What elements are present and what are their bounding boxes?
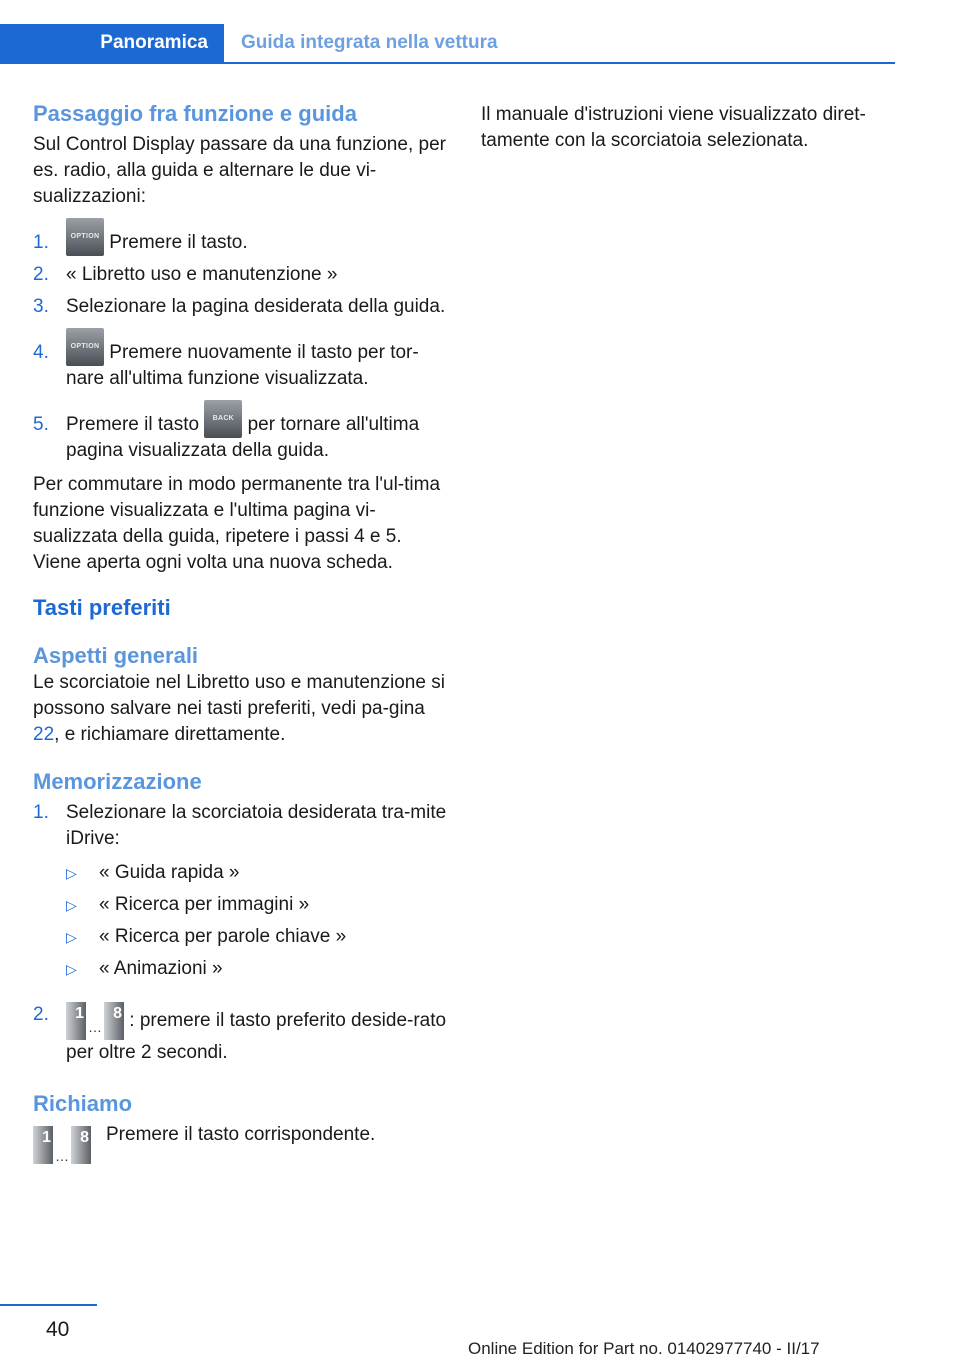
bullet-text: « Animazioni » bbox=[99, 958, 223, 980]
aspetti-text: Le scorciatoie nel Libretto uso e manutenzione si possono salvare nei tasti preferiti, vedi pa-gina bbox=[33, 672, 445, 720]
richiamo-row bbox=[33, 1122, 453, 1166]
step-4 bbox=[33, 340, 453, 392]
chapter-tab: Guida integrata nella vettura bbox=[241, 32, 498, 53]
footer-divider bbox=[0, 1304, 97, 1306]
favorite-key-8-icon: 8 bbox=[104, 1002, 124, 1040]
bullet-item bbox=[66, 924, 453, 950]
step-text: : premere il tasto preferito deside-rato per oltre 2 secondi. bbox=[66, 1010, 447, 1064]
heading-richiamo: Richiamo bbox=[33, 1091, 133, 1117]
triangle-bullet-icon: ▷ bbox=[66, 961, 77, 978]
page-header bbox=[0, 24, 895, 64]
step-text: Selezionare la pagina desiderata della guida. bbox=[66, 296, 446, 318]
section-tab: Panoramica bbox=[0, 24, 224, 62]
step-number: 1. bbox=[33, 802, 49, 824]
step-1 bbox=[33, 230, 453, 256]
memo-step-1 bbox=[33, 800, 453, 852]
step-number: 1. bbox=[33, 232, 49, 253]
step-number: 4. bbox=[33, 342, 49, 364]
bullet-item bbox=[66, 892, 453, 918]
step-text: « Libretto uso e manutenzione » bbox=[66, 264, 338, 286]
right-paragraph: Il manuale d'istruzioni viene visualizzato diret-tamente con la scorciatoia selezionata. bbox=[481, 104, 866, 151]
page-number: 40 bbox=[46, 1318, 70, 1341]
bullet-list bbox=[33, 860, 453, 982]
triangle-bullet-icon: ▷ bbox=[66, 865, 77, 882]
favorite-key-1-icon: 1 bbox=[66, 1002, 86, 1040]
triangle-bullet-icon: ▷ bbox=[66, 929, 77, 946]
bullet-item bbox=[66, 956, 453, 982]
heading-aspetti-generali: Aspetti generali bbox=[33, 643, 199, 669]
edition-label: Online Edition for Part no. 01402977740 - II/17 bbox=[468, 1339, 820, 1358]
page-link[interactable]: 22 bbox=[33, 724, 55, 746]
back-button-icon: BACK bbox=[204, 400, 242, 438]
triangle-bullet-icon: ▷ bbox=[66, 897, 77, 914]
step-number: 2. bbox=[33, 1004, 49, 1026]
favorite-key-8-icon: 8 bbox=[71, 1126, 91, 1164]
step-number: 3. bbox=[33, 296, 49, 318]
bullet-text: « Ricerca per immagini » bbox=[99, 894, 310, 916]
step-text-after: per tornare all'ultima pagina visualizzata della guida. bbox=[66, 414, 420, 462]
step-text-before: Premere il tasto bbox=[66, 414, 200, 436]
step-number: 5. bbox=[33, 414, 49, 436]
step-number: 2. bbox=[33, 264, 49, 286]
aspetti-paragraph bbox=[33, 670, 453, 748]
step-text: Premere il tasto. bbox=[109, 232, 248, 254]
intro-paragraph: Sul Control Display passare da una funzione, per es. radio, alla guida e alternare le due vi-sualizzazioni: bbox=[33, 134, 446, 207]
heading-passaggio: Passaggio fra funzione e guida bbox=[33, 101, 357, 126]
option-button-icon: OPTION bbox=[66, 218, 104, 256]
bullet-text: « Guida rapida » bbox=[99, 862, 240, 884]
step-text: Premere nuovamente il tasto per tor-nare all'ultima funzione visualizzata. bbox=[66, 342, 419, 390]
memo-step-2 bbox=[33, 1002, 453, 1066]
richiamo-text: Premere il tasto corrispondente. bbox=[106, 1124, 376, 1146]
heading-tasti-preferiti: Tasti preferiti bbox=[33, 595, 171, 621]
bullet-text: « Ricerca per parole chiave » bbox=[99, 926, 347, 948]
favorite-key-1-icon: 1 bbox=[33, 1126, 53, 1164]
step-5 bbox=[33, 412, 453, 464]
step-text: Selezionare la scorciatoia desiderata tra-mite iDrive: bbox=[66, 802, 447, 850]
left-column bbox=[33, 100, 453, 1166]
permanent-paragraph: Per commutare in modo permanente tra l'ul-tima funzione visualizzata e l'ultima pagina vi-sualizzata della guida, ripetere i passi 4 e 5. Viene aperta ogni volta una nuova scheda. bbox=[33, 474, 441, 574]
option-button-icon: OPTION bbox=[66, 328, 104, 366]
step-3 bbox=[33, 294, 453, 320]
right-column bbox=[481, 100, 901, 154]
step-2 bbox=[33, 262, 453, 288]
aspetti-text-end: , e richiamare direttamente. bbox=[54, 724, 286, 746]
favorite-keys bbox=[33, 1126, 91, 1164]
ellipsis: … bbox=[55, 1148, 69, 1165]
ellipsis: … bbox=[88, 1019, 102, 1036]
bullet-item bbox=[66, 860, 453, 886]
heading-memorizzazione: Memorizzazione bbox=[33, 769, 202, 795]
